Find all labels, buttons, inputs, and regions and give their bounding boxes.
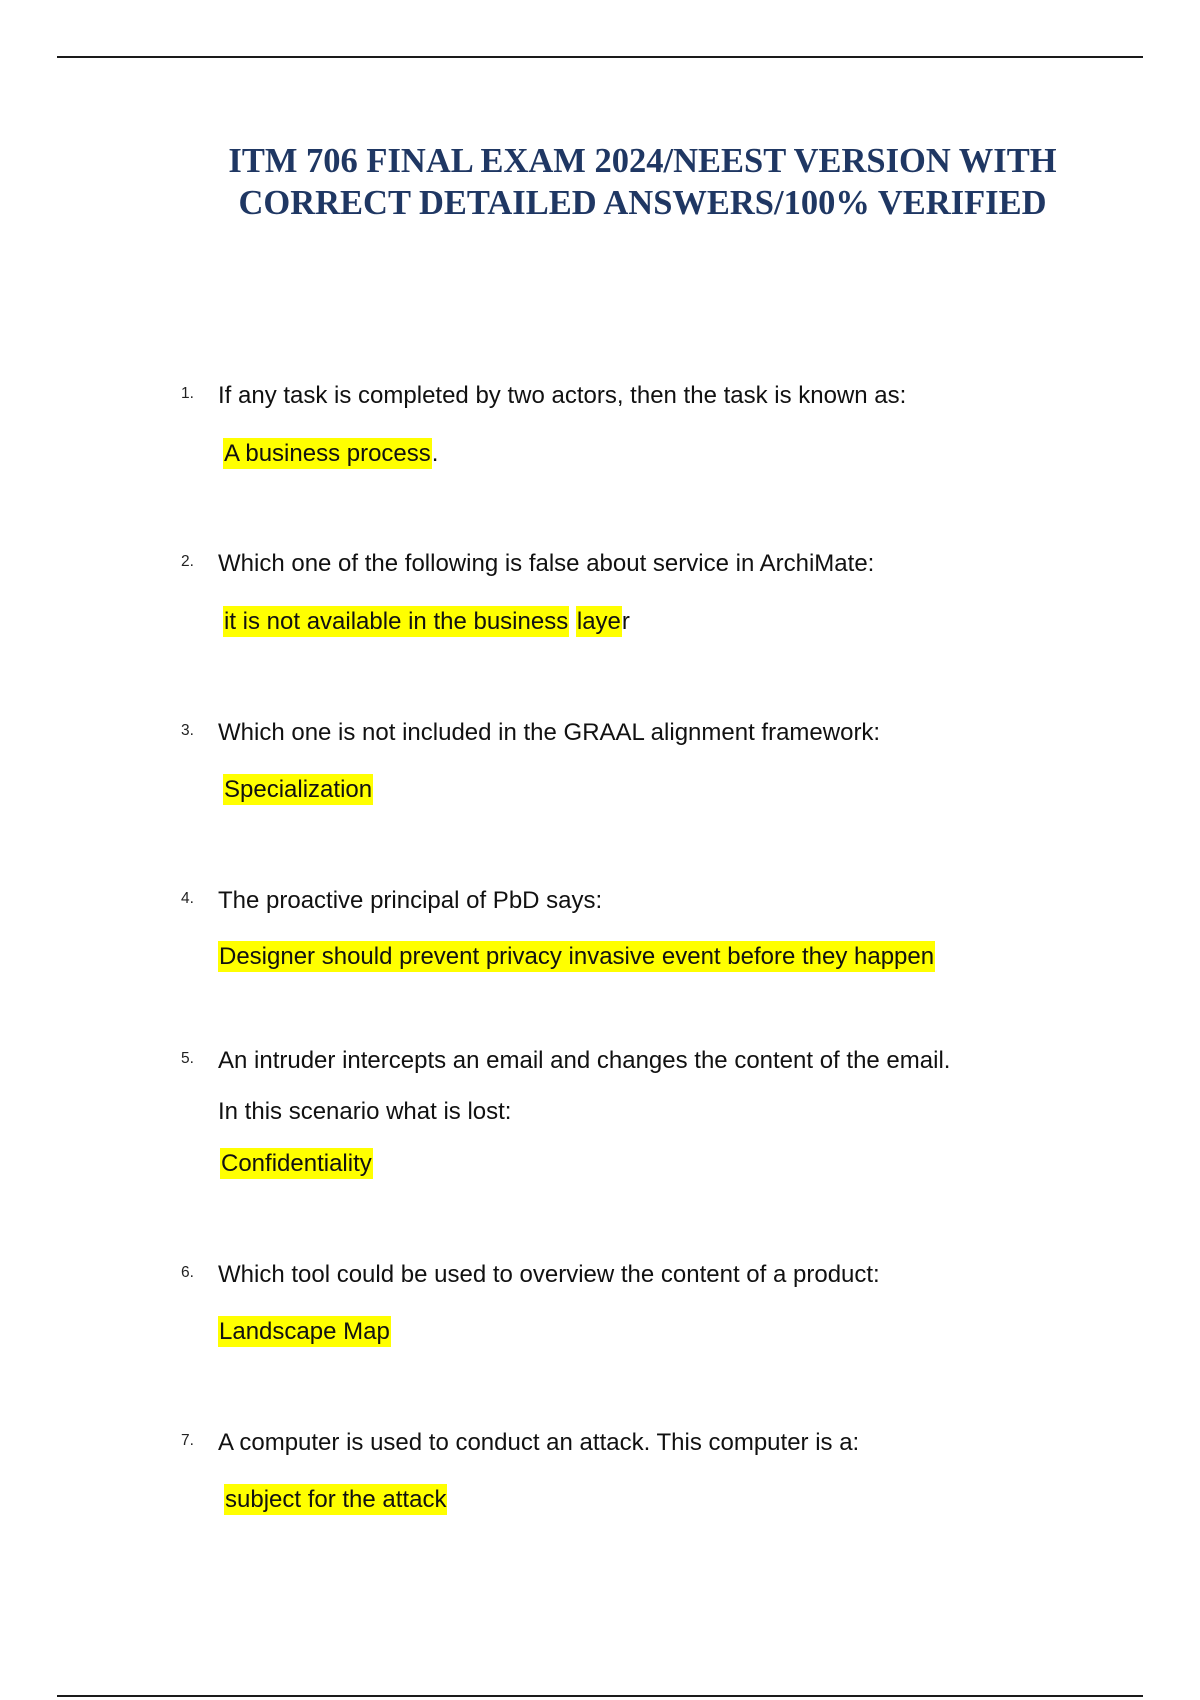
answer-highlight: Designer should prevent privacy invasive event before they happen — [219, 943, 935, 970]
answer-highlight: it is not available in the business — [224, 608, 569, 635]
answer-suffix: . — [431, 440, 439, 467]
question-text: If any task is completed by two actors, then the task is known as: — [218, 382, 907, 409]
header-rule — [57, 56, 1143, 58]
answer-text — [220, 1148, 373, 1180]
answer-text — [223, 774, 373, 806]
question-text: Which one is not included in the GRAAL alignment framework: — [218, 719, 881, 746]
answer-text — [223, 438, 438, 470]
answer-highlight: Landscape Map — [219, 1318, 390, 1345]
answer-highlight: A business process — [224, 440, 431, 467]
answer-highlight: Confidentiality — [221, 1150, 372, 1177]
question-text: The proactive principal of PbD says: — [218, 887, 603, 914]
answer-highlight-2: laye — [576, 608, 621, 635]
answer-highlight: subject for the attack — [225, 1486, 447, 1513]
question-number: 7. — [181, 1432, 194, 1449]
question-text: Which tool could be used to overview the content of a product: — [218, 1261, 880, 1288]
question-number: 6. — [181, 1264, 194, 1281]
question-text: An intruder intercepts an email and changes the content of the email. — [218, 1047, 951, 1074]
answer-suffix: r — [621, 608, 630, 635]
answer-text — [224, 1484, 447, 1516]
title-line-2: CORRECT DETAILED ANSWERS/100% VERIFIED — [238, 184, 1047, 222]
answer-text — [223, 606, 630, 638]
answer-highlight: Specialization — [224, 776, 373, 803]
answer-text — [218, 1316, 391, 1348]
question-number: 1. — [181, 385, 194, 402]
answer-text — [218, 941, 935, 973]
question-text: Which one of the following is false about service in ArchiMate: — [218, 550, 875, 577]
footer-rule — [57, 1695, 1143, 1697]
document-title — [0, 140, 1200, 224]
question-text: A computer is used to conduct an attack. This computer is a: — [218, 1429, 860, 1456]
question-number: 2. — [181, 553, 194, 570]
question-number: 5. — [181, 1050, 194, 1067]
title-line-1: ITM 706 FINAL EXAM 2024/NEEST VERSION WITH — [228, 142, 1057, 180]
question-number: 4. — [181, 890, 194, 907]
question-text-line-2: In this scenario what is lost: — [218, 1098, 512, 1125]
question-number: 3. — [181, 722, 194, 739]
